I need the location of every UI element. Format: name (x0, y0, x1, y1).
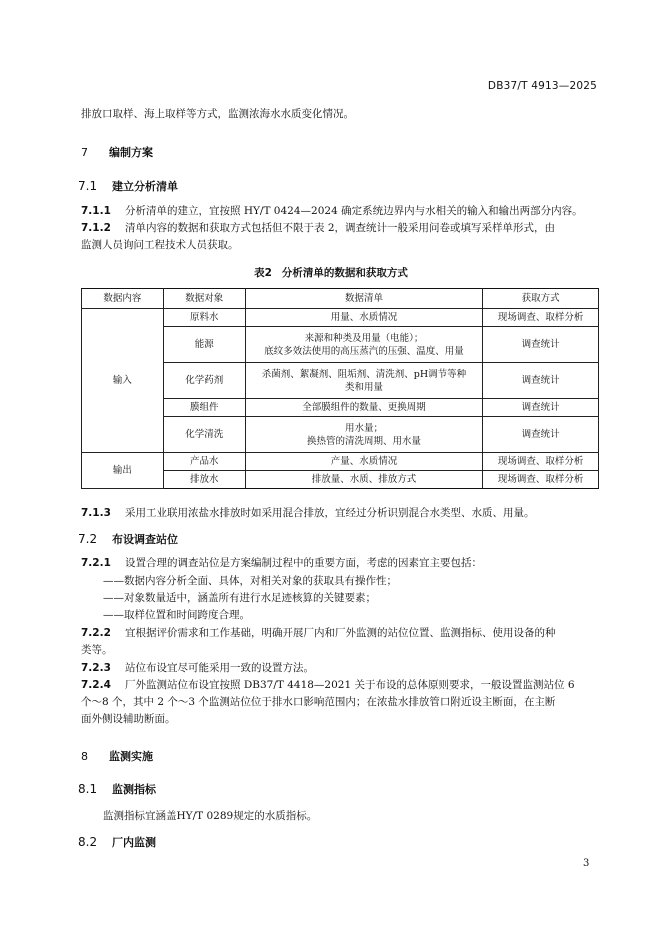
list-line: 排放量、水质、排放方式 (311, 474, 417, 485)
list-item: ——取样位置和时间跨度合理。 (103, 609, 250, 621)
section-title: 布设调查站位 (112, 533, 178, 546)
object-cell: 能源 (163, 327, 245, 363)
table-title: 分析清单的数据和获取方式 (281, 267, 408, 279)
list-item: ——对象数量适中，涵盖所有进行水足迹核算的关键要素； (103, 592, 376, 604)
clause-text: 宜根据评价需求和工作基础，明确开展厂内和厂外监测的站位位置、监测指标、使用设备的种 (125, 627, 556, 639)
section-number: 7.1 (78, 179, 98, 193)
clause-text: 设置合理的调查站位是方案编制过程中的重要方面，考虑的因素宜主要包括： (125, 557, 482, 569)
list-cell (245, 399, 483, 417)
group-cell: 输出 (82, 453, 164, 489)
table-caption (0, 265, 662, 280)
clause-number: 7.1.2 (81, 222, 111, 234)
list-cell (245, 327, 483, 363)
method-cell: 调查统计 (483, 399, 599, 417)
header-cell: 数据内容 (82, 289, 164, 309)
analysis-list-table (81, 288, 599, 489)
clause-7-2-2 (81, 625, 556, 642)
section-8-1-text: 监测指标宜涵盖HY/T 0289规定的水质指标。 (103, 810, 318, 822)
list-line: 底纹多效法使用的高压蒸汽的压强、温度、用量 (264, 345, 464, 357)
document-code: DB37/T 4913—2025 (487, 80, 597, 92)
section-title: 厂内监测 (112, 836, 156, 849)
object-cell: 化学药剂 (163, 363, 245, 399)
list-cell (245, 453, 483, 471)
clause-text: 分析清单的建立，宜按照 HY/T 0424—2024 确定系统边界内与水相关的输入和输出两部分内容。 (125, 205, 583, 217)
list-cell (245, 417, 483, 453)
clause-number: 7.2.2 (81, 627, 111, 639)
clause-7-1-1 (81, 203, 583, 220)
page-number: 3 (583, 858, 590, 869)
clause-number: 7.2.4 (81, 679, 111, 691)
object-cell: 原料水 (163, 309, 245, 327)
method-cell: 调查统计 (483, 363, 599, 399)
clause-text: 清单内容的数据和获取方式包括但不限于表 2，调查统计一般采用问卷或填写采样单形式，由 (125, 222, 556, 234)
clause-text: 采用工业联用浓盐水排放时如采用混合排放，宜经过分析识别混合水类型、水质、用量。 (125, 507, 535, 519)
clause-number: 7.1.3 (81, 507, 111, 519)
clause-7-2-2-cont: 类等。 (81, 644, 113, 656)
clause-7-1-2 (81, 220, 555, 237)
group-cell: 输入 (82, 309, 164, 453)
list-line: 产量、水质情况 (330, 456, 398, 467)
object-cell: 膜组件 (163, 399, 245, 417)
list-cell (245, 363, 483, 399)
object-cell: 化学清洗 (163, 417, 245, 453)
section-7-1-heading (78, 178, 178, 194)
table-number: 表2 (254, 267, 272, 279)
list-line: 杀菌剂、絮凝剂、阻垢剂、清洗剂、pH调节等种 (261, 368, 467, 380)
section-title: 编制方案 (109, 146, 153, 159)
section-title: 建立分析清单 (112, 180, 178, 193)
section-title: 监测指标 (112, 783, 156, 796)
list-line: 全部膜组件的数量、更换周期 (302, 402, 426, 413)
clause-number: 7.2.1 (81, 557, 111, 569)
clause-7-2-3 (81, 660, 314, 677)
object-cell: 产品水 (163, 453, 245, 471)
method-cell: 调查统计 (483, 327, 599, 363)
list-line: 用量、水质情况 (330, 312, 398, 323)
section-number: 8 (81, 750, 88, 763)
clause-7-2-4-cont: 个～8 个，其中 2 个～3 个监测站位位于排水口影响范围内；在浓盐水排放管口附近设主断面，在主断 (81, 696, 556, 708)
list-cell (245, 309, 483, 327)
section-7-heading (81, 144, 153, 160)
clause-7-2-1 (81, 555, 482, 572)
section-number: 8.2 (78, 835, 98, 849)
section-8-2-heading (78, 834, 156, 850)
list-item: ——数据内容分析全面、具体，对相关对象的获取具有操作性； (103, 575, 397, 587)
clause-7-2-4-cont: 面外侧设辅助断面。 (81, 713, 176, 725)
method-cell: 调查统计 (483, 417, 599, 453)
header-cell: 数据对象 (163, 289, 245, 309)
clause-text: 站位布设宜尽可能采用一致的设置方法。 (125, 662, 314, 674)
clause-number: 7.1.1 (81, 205, 111, 217)
header-cell: 数据清单 (245, 289, 483, 309)
list-line: 换热管的清洗周期、用水量 (306, 435, 421, 447)
header-cell: 获取方式 (483, 289, 599, 309)
clause-7-2-4 (81, 677, 575, 694)
section-8-heading (81, 748, 153, 764)
clause-text: 厂外监测站位布设宜按照 DB37/T 4418—2021 关于布设的总体原则要求，一般设置监测站位 6 (125, 679, 575, 691)
object-cell: 排放水 (163, 471, 245, 489)
clause-7-1-3 (81, 505, 535, 522)
section-title: 监测实施 (109, 750, 153, 763)
list-line: 来源和种类及用量（电能）； (304, 332, 424, 344)
method-cell: 现场调查、取样分析 (483, 471, 599, 489)
method-cell: 现场调查、取样分析 (483, 309, 599, 327)
list-line: 用水量； (344, 422, 383, 434)
section-number: 8.1 (78, 782, 98, 796)
intro-text: 排放口取样、海上取样等方式，监测浓海水水质变化情况。 (81, 108, 354, 120)
section-number: 7 (81, 146, 88, 159)
clause-number: 7.2.3 (81, 662, 111, 674)
section-7-2-heading (78, 531, 178, 547)
section-8-1-heading (78, 781, 156, 797)
list-cell (245, 471, 483, 489)
section-number: 7.2 (78, 532, 98, 546)
method-cell: 现场调查、取样分析 (483, 453, 599, 471)
list-line: 类和用量 (344, 381, 383, 393)
clause-7-1-2-cont: 监测人员询问工程技术人员获取。 (81, 239, 239, 251)
